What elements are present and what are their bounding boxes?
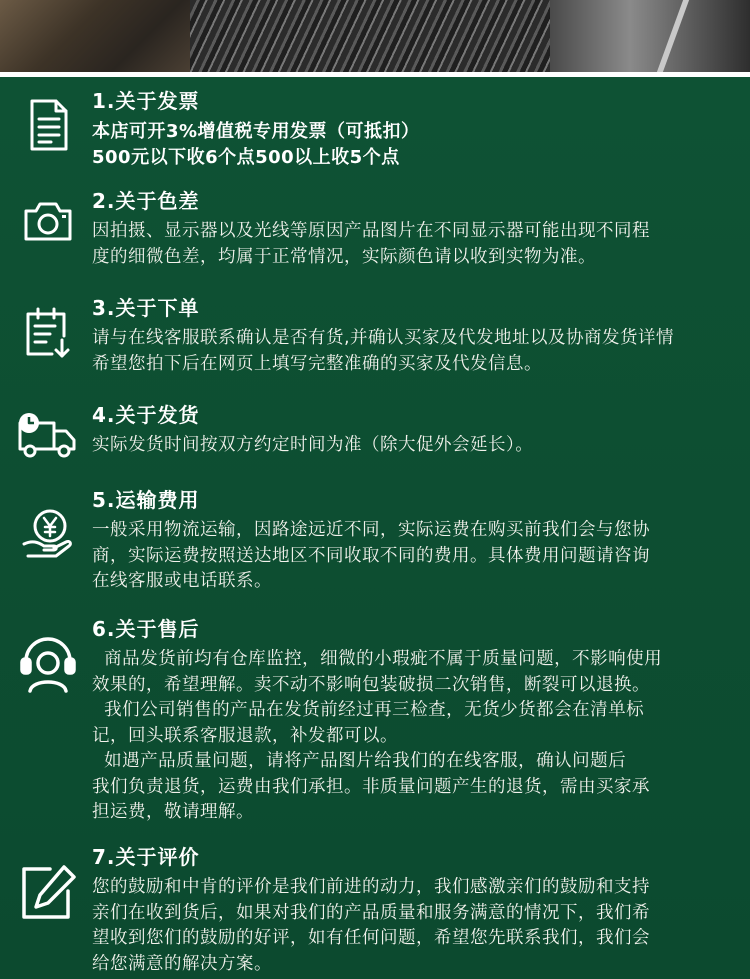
section-line: 效果的，希望理解。卖不动不影响包装破损二次销售，断裂可以退换。 [92, 674, 650, 695]
delivery-truck-icon [14, 405, 80, 465]
section-line: 亲们在收到货后，如果对我们的产品质量和服务满意的情况下，我们希 [92, 902, 650, 923]
section-line: 因拍摄、显示器以及光线等原因产品图片在不同显示器可能出现不同程 [92, 221, 650, 241]
section-line: 商品发货前均有仓库监控，细微的小瑕疵不属于质量问题，不影响使用 [92, 649, 663, 669]
section-line: 记，回头联系客服退款，补发都可以。 [92, 725, 398, 746]
store-policy-panel [0, 77, 750, 979]
section-line: 请与在线客服联系确认是否有货,并确认买家及代发地址以及协商发货详情 [92, 328, 675, 348]
section-line: 担运费，敬请理解。 [92, 802, 254, 822]
section-line: 商，实际运费按照送达地区不同收取不同的费用。具体费用问题请咨询 [92, 545, 650, 566]
section-heading: 7.关于评价 [92, 845, 200, 869]
section-line: 在线客服或电话联系。 [92, 571, 272, 591]
section-line: 给您满意的解决方案。 [92, 953, 272, 974]
product-photo-strip [0, 0, 750, 72]
section-line: 一般采用物流运输，因路途远近不同，实际运费在购买前我们会与您协 [92, 520, 650, 540]
section-line: 望收到您们的鼓励的好评，如有任何问题，希望您先联系我们，我们会 [92, 928, 650, 948]
metal-parts-photo [190, 0, 550, 72]
section-line: 度的细微色差，均属于正常情况，实际颜色请以收到实物为准。 [92, 246, 596, 267]
workshop-photo [550, 0, 750, 72]
section-heading: 6.关于售后 [92, 617, 200, 641]
section-heading: 4.关于发货 [92, 403, 200, 427]
section-line: 希望您拍下后在网页上填写完整准确的买家及代发信息。 [92, 353, 542, 374]
section-heading: 5.运输费用 [92, 488, 200, 512]
edit-review-icon [16, 861, 80, 925]
section-line: 500元以下收6个点500以上收5个点 [92, 146, 400, 168]
worker-photo [0, 0, 190, 72]
section-heading: 2.关于色差 [92, 189, 200, 213]
invoice-icon [18, 95, 78, 155]
camera-icon [18, 191, 78, 251]
section-heading: 3.关于下单 [92, 296, 200, 320]
yen-coin-hand-icon [18, 504, 78, 564]
section-line: 您的鼓励和中肯的评价是我们前进的动力，我们感激亲们的鼓励和支持 [92, 877, 650, 897]
section-line: 实际发货时间按双方约定时间为准（除大促外会延长）。 [92, 435, 534, 455]
section-line: 本店可开3%增值税专用发票（可抵扣） [92, 121, 420, 142]
section-line: 如遇产品质量问题，请将产品图片给我们的在线客服，确认问题后 [92, 751, 627, 771]
section-line: 我们公司销售的产品在发货前经过再三检查，无货少货都会在清单标 [92, 700, 645, 720]
section-line: 我们负责退货，运费由我们承担。非质量问题产生的退货，需由买家承 [92, 776, 650, 797]
order-clipboard-icon [18, 302, 78, 362]
customer-service-headset-icon [16, 631, 80, 695]
section-heading: 1.关于发票 [92, 89, 200, 113]
